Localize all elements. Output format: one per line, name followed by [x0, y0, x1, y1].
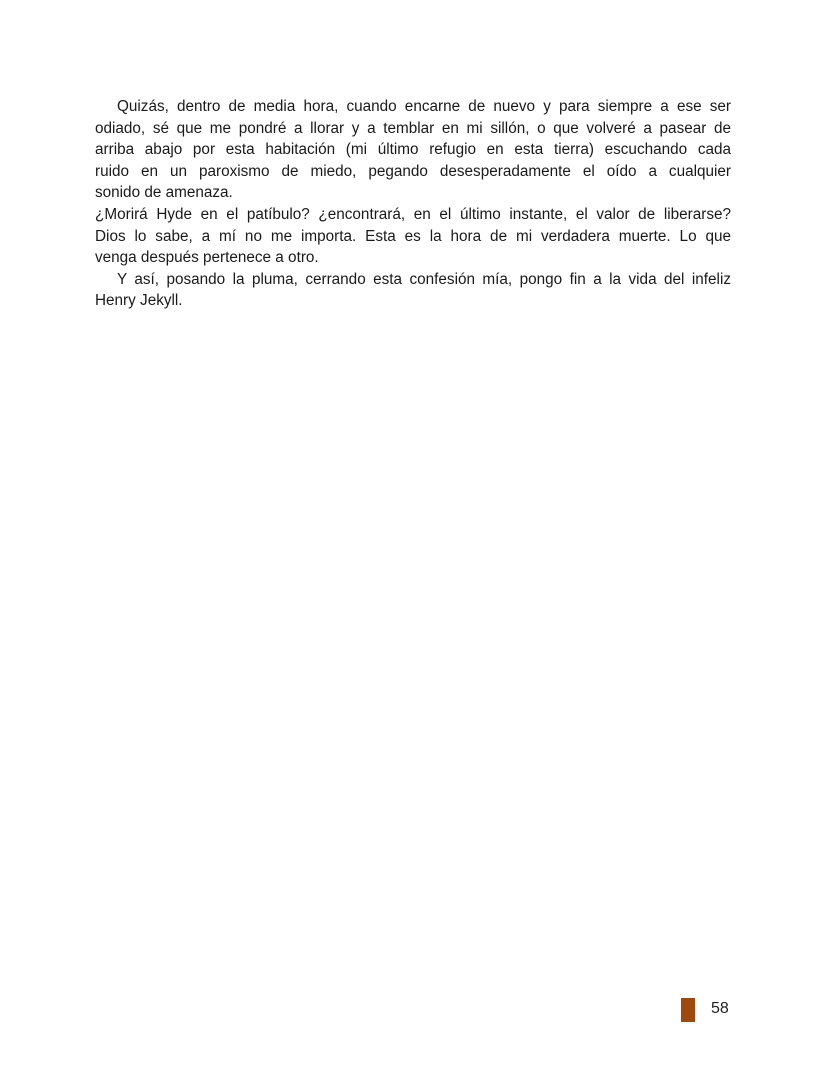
paragraph	[95, 269, 731, 312]
text-line: venga después pertenece a otro.	[95, 249, 319, 267]
text-line: arriba abajo por esta habitación (mi último refugio en esta tierra) escuchando cada	[95, 141, 731, 159]
paragraph	[95, 204, 731, 269]
text-line: Y así, posando la pluma, cerrando esta confesión mía, pongo fin a la vida del infeliz	[117, 270, 731, 288]
text-line: Quizás, dentro de media hora, cuando encarne de nuevo y para siempre a ese ser	[117, 98, 731, 115]
page-marker	[681, 998, 695, 1022]
text-line: sonido de amenaza.	[95, 184, 233, 202]
text-line: odiado, sé que me pondré a llorar y a temblar en mi sillón, o que volveré a pasear de	[95, 119, 731, 137]
page-number: 58	[711, 1000, 729, 1017]
text-line: ruido en un paroxismo de miedo, pegando desesperadamente el oído a cualquier	[95, 162, 731, 180]
text-line: Henry Jekyll.	[95, 292, 183, 310]
body-text	[95, 96, 731, 312]
paragraph	[95, 96, 731, 204]
text-line: Dios lo sabe, a mí no me importa. Esta es la hora de mi verdadera muerte. Lo que	[95, 227, 731, 245]
text-line: ¿Morirá Hyde en el patíbulo? ¿encontrará, en el último instante, el valor de liberarse?	[95, 205, 731, 223]
